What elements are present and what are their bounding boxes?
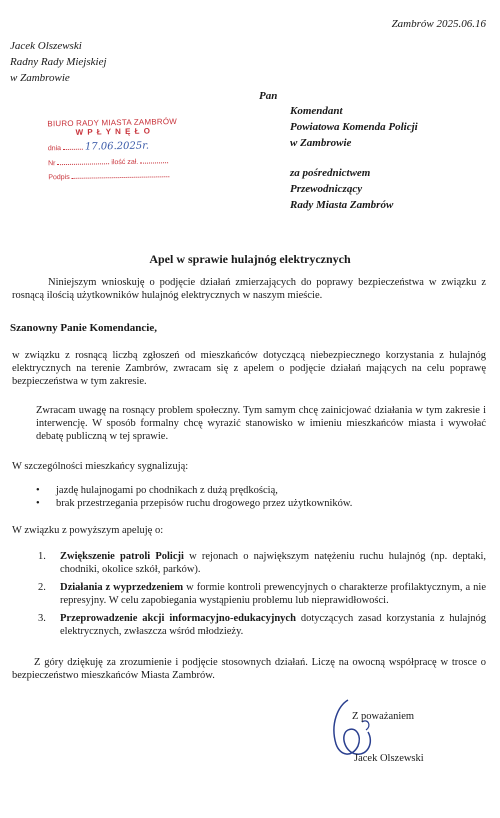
list-item: 1. Zwiększenie patroli Policji w rejonach o największym natężeniu ruchu hulajnóg (np. deptaki, chodniki, okolice szkół, parków). bbox=[38, 551, 486, 575]
recipient-block bbox=[290, 103, 418, 151]
stamp-date-label: dnia bbox=[47, 145, 62, 153]
via-line: za pośrednictwem bbox=[290, 167, 371, 179]
stamp-nr-row bbox=[48, 156, 198, 168]
sender-role: Radny Rady Miejskiej bbox=[10, 56, 107, 68]
recipient-salutation: Pan bbox=[259, 90, 278, 102]
paragraph-2: Zwracam uwagę na rosnący problem społeczny. Tym samym chcę zainicjować działania w tym zakresie i interwencję. W sposób formalny chcę wyrazić stanowisko w imieniu mieszkańców miasta i wywołać debatę publiczną w tej sprawie. bbox=[36, 405, 486, 442]
stamp-signature-label: Podpis bbox=[48, 173, 70, 182]
intro-paragraph: Niniejszym wnioskuję o podjęcie działań zmierzających do poprawy bezpieczeństwa w związku z rosnącą ilością użytkowników hulajnóg elektrycznych w naszym mieście. bbox=[12, 277, 486, 301]
recipient-location: w Zambrowie bbox=[290, 137, 352, 149]
list-item: • brak przestrzegania przepisów ruchu drogowego przez użytkowników. bbox=[36, 498, 353, 509]
appeal-list bbox=[36, 550, 486, 638]
signals-list bbox=[32, 484, 482, 510]
received-stamp bbox=[47, 117, 198, 202]
via-council: Rady Miasta Zambrów bbox=[290, 199, 394, 211]
stamp-received: W P Ł Y N Ę Ł O bbox=[75, 126, 152, 137]
salutation: Szanowny Panie Komendancie, bbox=[10, 322, 157, 334]
signature-name: Jacek Olszewski bbox=[354, 753, 424, 764]
letter-date: Zambrów 2025.06.16 bbox=[391, 18, 486, 30]
sender-location: w Zambrowie bbox=[10, 72, 70, 84]
stamp-attachments-label: ilość zał. bbox=[111, 158, 139, 167]
letter-title: Apel w sprawie hulajnóg elektrycznych bbox=[149, 252, 351, 266]
stamp-date-row bbox=[48, 140, 198, 154]
via-block bbox=[290, 165, 393, 213]
stamp-signature-row bbox=[48, 170, 198, 182]
signals-intro: W szczególności mieszkańcy sygnalizują: bbox=[12, 461, 189, 472]
paragraph-1: w związku z rosnącą liczbą zgłoszeń od mieszkańców dotyczącą niebezpiecznego korzystania z hulajnóg elektrycznych na terenie Zambrów, zwracam się z apelem o podjęcie działań mających na celu poprawę bezpieczeństwa w tym zakresie. bbox=[12, 350, 486, 387]
appeal-intro: W związku z powyższym apeluję o: bbox=[12, 525, 164, 536]
recipient-institution: Powiatowa Komenda Policji bbox=[290, 121, 418, 133]
list-item: 3. Przeprowadzenie akcji informacyjno-edukacyjnych dotyczących zasad korzystania z hulajnóg elektrycznych, zwłaszcza wśród młodzieży. bbox=[38, 613, 487, 637]
sender-block bbox=[10, 38, 107, 86]
via-chair: Przewodniczący bbox=[290, 183, 363, 195]
closing-paragraph: Z góry dziękuję za zrozumienie i podjęcie stosownych działań. Liczę na owocną współpracę w trosce o bezpieczeństwo mieszkańców Miasta Zambrów. bbox=[12, 657, 486, 681]
recipient-title: Komendant bbox=[290, 105, 343, 117]
stamp-date-value: 17.06.2025r. bbox=[84, 140, 150, 153]
list-item: 2. Działania z wyprzedzeniem w formie kontroli prewencyjnych o charakterze profilaktycznym, a nie represyjny. W celu zapobiegania wystąpieniu problemu lub nieprawidłowości. bbox=[38, 582, 486, 606]
stamp-office: BIURO RADY MIASTA ZAMBRÓW bbox=[47, 117, 178, 129]
regards: Z poważaniem bbox=[352, 711, 415, 722]
stamp-nr-label: Nr bbox=[48, 160, 56, 168]
sender-name: Jacek Olszewski bbox=[10, 40, 82, 52]
list-item: • jazdę hulajnogami po chodnikach z dużą prędkością, bbox=[36, 485, 278, 496]
